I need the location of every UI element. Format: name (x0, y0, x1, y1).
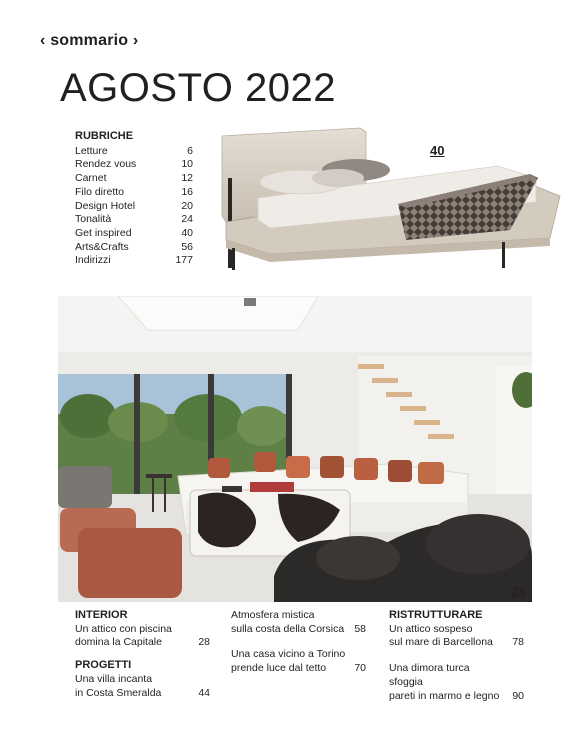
kicker-label: sommario (50, 32, 129, 49)
section-heading-interior: INTERIOR (75, 609, 128, 621)
entry-page: 70 (354, 662, 366, 675)
rubriche-item-page: 177 (175, 254, 193, 267)
contents-entry[interactable] (75, 673, 210, 700)
contents-column-middle (231, 609, 366, 676)
issue-title: AGOSTO 2022 (60, 66, 337, 110)
chevron-right-icon: › (132, 32, 139, 49)
bed-illustration (210, 112, 570, 284)
section-heading-ristrutturare: RISTRUTTURARE (389, 609, 483, 621)
rubriche-item-page: 24 (181, 213, 193, 226)
contents-entry[interactable] (389, 623, 524, 650)
interior-photo (58, 296, 532, 602)
entry-page: 28 (198, 636, 210, 649)
entry-text: Una casa vicino a Torino prende luce dal tetto (231, 648, 346, 675)
rubriche-item-page: 16 (181, 185, 193, 198)
entry-page: 90 (512, 689, 524, 702)
rubriche-item[interactable] (75, 213, 193, 227)
rubriche-item[interactable] (75, 227, 193, 241)
entry-text: Atmosfera mistica sulla costa della Corsica (231, 609, 345, 635)
rubriche-item-page: 40 (181, 226, 193, 239)
section-kicker (40, 32, 138, 50)
entry-page: 44 (198, 686, 210, 699)
rubriche-item-label: Get inspired (75, 226, 132, 239)
entry-text: Un attico con piscina domina la Capitale (75, 622, 172, 649)
chevron-left-icon: ‹ (40, 32, 46, 49)
contents-entry[interactable] (231, 609, 366, 636)
entry-page: 58 (354, 622, 366, 635)
rubriche-item-label: Rendez vous (75, 158, 137, 171)
rubriche-item[interactable] (75, 145, 193, 159)
entry-text: Una villa incanta in Costa Smeralda (75, 672, 162, 699)
entry-text: Un attico sospeso sul mare di Barcellona (389, 622, 493, 649)
rubriche-item[interactable] (75, 241, 193, 255)
rubriche-item-page: 20 (181, 199, 193, 212)
interior-page-ref[interactable]: 28 (511, 584, 526, 599)
contents-entry[interactable] (231, 648, 366, 675)
bed-image (210, 112, 570, 284)
entry-text: Una dimora turca sfoggia pareti in marmo e legno (389, 662, 500, 702)
rubriche-item-label: Indirizzi (75, 254, 111, 267)
rubriche-item[interactable] (75, 254, 193, 268)
contents-entry[interactable] (75, 623, 210, 650)
interior-illustration (58, 296, 532, 602)
rubriche-item-label: Letture (75, 144, 108, 157)
rubriche-item-label: Arts&Crafts (75, 240, 129, 253)
rubriche-item-page: 12 (181, 172, 193, 185)
contents-entry[interactable] (389, 662, 524, 703)
contents-column-right (389, 609, 524, 703)
rubriche-item-label: Filo diretto (75, 185, 125, 198)
rubriche-item-label: Design Hotel (75, 199, 136, 212)
rubriche-item[interactable] (75, 200, 193, 214)
section-heading-progetti: PROGETTI (75, 659, 132, 672)
entry-page: 78 (512, 636, 524, 649)
rubriche-heading: RUBRICHE (75, 130, 134, 142)
rubriche-item[interactable] (75, 186, 193, 200)
rubriche-item-page: 56 (181, 240, 193, 253)
rubriche-item-label: Carnet (75, 172, 107, 185)
rubriche-item-label: Tonalità (75, 213, 112, 226)
contents-column-left (75, 609, 210, 700)
rubriche-item[interactable] (75, 172, 193, 186)
bed-page-ref[interactable]: 40 (430, 143, 445, 158)
rubriche-item[interactable] (75, 158, 193, 172)
rubriche-item-page: 10 (181, 158, 193, 171)
rubriche-item-page: 6 (187, 144, 193, 157)
rubriche-list (75, 130, 193, 268)
